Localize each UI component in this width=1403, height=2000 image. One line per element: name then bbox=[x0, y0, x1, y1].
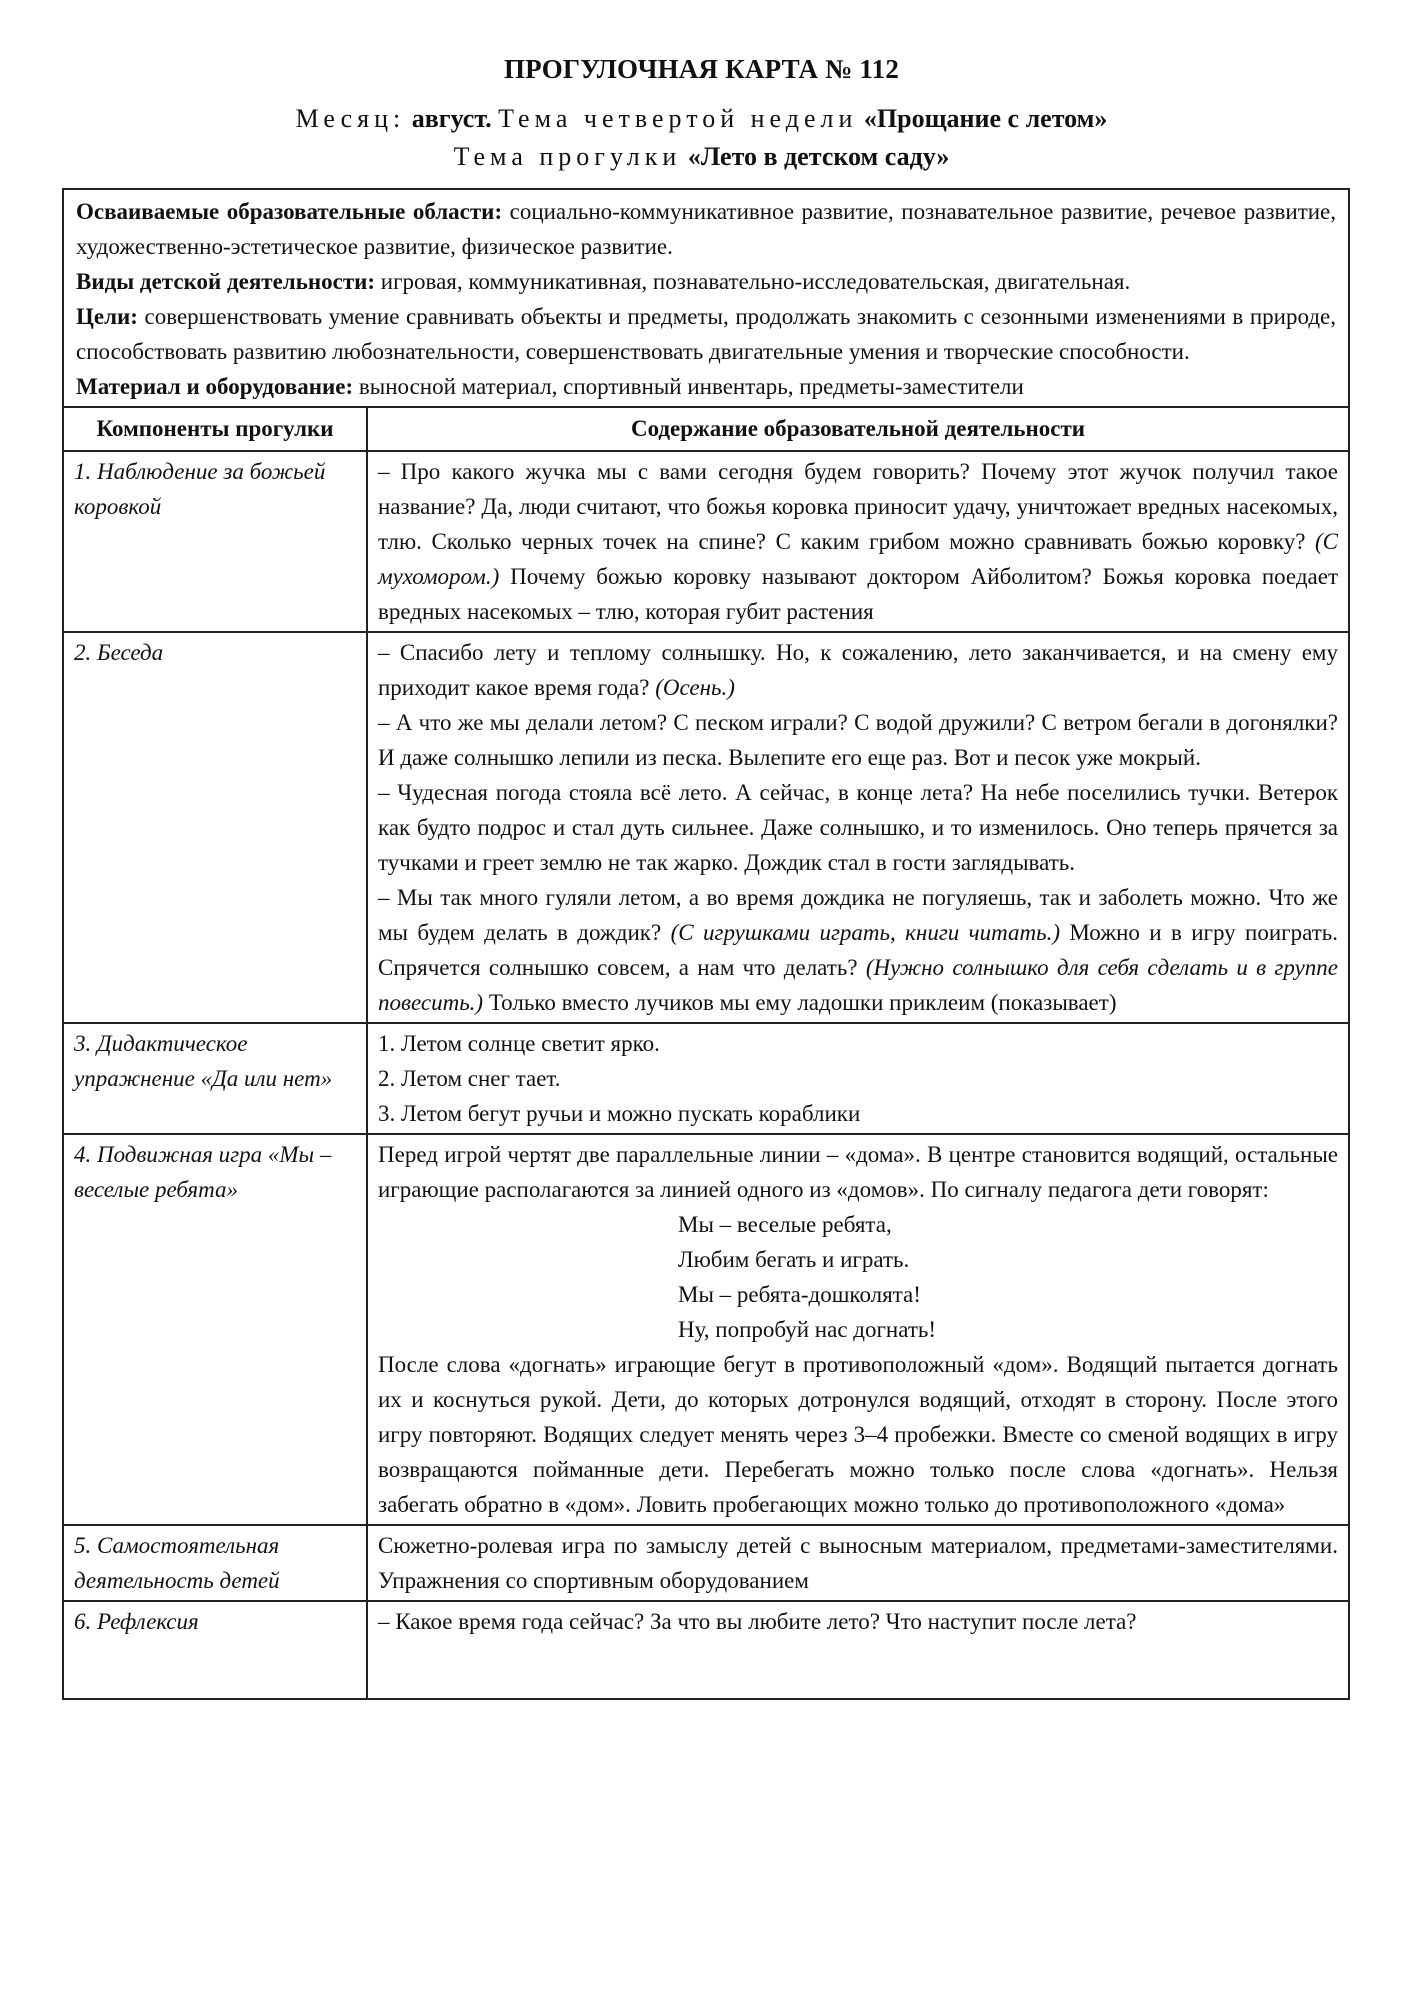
expected-answer: (С игрушками играть, книги читать.) bbox=[670, 920, 1061, 945]
component-cell: 2. Беседа bbox=[64, 632, 367, 1023]
activities-label: Виды детской деятельности: bbox=[76, 269, 376, 294]
content-cell bbox=[367, 1134, 1348, 1525]
poem bbox=[378, 1207, 1338, 1347]
poem-line: Мы – веселые ребята, bbox=[678, 1212, 892, 1237]
table-row bbox=[64, 1601, 1348, 1698]
walk-plan-table bbox=[64, 406, 1348, 1698]
content-cell bbox=[367, 451, 1348, 632]
header-content: Содержание образовательной деятельности bbox=[367, 407, 1348, 451]
areas-label: Осваиваемые образовательные области: bbox=[76, 199, 503, 224]
expected-answer: (С мухомором.) bbox=[378, 529, 1338, 589]
areas-text: социально-коммуникативное развитие, познавательное развитие, речевое развитие, художественно-эстетическое развитие, физическое развитие. bbox=[76, 199, 1337, 259]
component-cell: 4. Подвижная игра «Мы – веселые ребята» bbox=[64, 1134, 367, 1525]
component-cell: 3. Дидактическое упражнение «Да или нет» bbox=[64, 1023, 367, 1134]
content-cell: Сюжетно-ролевая игра по замыслу детей с выносным материалом, предметами-заместителями. Упражнения со спортивным оборудованием bbox=[367, 1525, 1348, 1601]
info-block bbox=[64, 190, 1348, 406]
statement-item: 2. Летом снег тает. bbox=[378, 1066, 561, 1091]
content-text: Можно и в игру поиграть. Спрячется солнышко совсем, а нам что делать? bbox=[378, 920, 1339, 980]
week-theme-label: Тема четвертой недели bbox=[498, 104, 858, 133]
page-title: ПРОГУЛОЧНАЯ КАРТА № 112 bbox=[503, 54, 900, 84]
content-text: Почему божью коровку называют доктором Айболитом? Божья коровка поедает вредных насекомых – тлю, которая губит растения bbox=[378, 564, 1339, 624]
component-cell: 5. Самостоятельная деятельность детей bbox=[64, 1525, 367, 1601]
materials bbox=[76, 369, 1336, 404]
week-theme-value: «Прощание с летом» bbox=[863, 104, 1108, 133]
expected-answer: (Нужно солнышко для себя сделать и в группе повесить.) bbox=[378, 955, 1338, 1015]
materials-text: выносной материал, спортивный инвентарь, предметы-заместители bbox=[358, 374, 1024, 399]
month-week-theme-line bbox=[0, 104, 1403, 134]
component-cell: 6. Рефлексия bbox=[64, 1601, 367, 1698]
table-row bbox=[64, 1023, 1348, 1134]
content-text: – Мы так много гуляли летом, а во время дождика не погуляешь, так и заболеть можно. Что же мы будем делать в дождик? bbox=[378, 885, 1338, 945]
content-cell bbox=[367, 1023, 1348, 1134]
table-row bbox=[64, 632, 1348, 1023]
content-cell bbox=[367, 632, 1348, 1023]
paragraph: – Чудесная погода стояла всё лето. А сейчас, в конце лета? На небе поселились тучки. Ветерок как будто подрос и стал дуть сильнее. Даже солнышко, и то изменилось. Оно теперь прячется за тучками и греет землю не так жарко. Дождик стал в гости заглядывать. bbox=[378, 780, 1338, 875]
content-text: Только вместо лучиков мы ему ладошки приклеим (показывает) bbox=[488, 990, 1117, 1015]
activity-types bbox=[76, 264, 1336, 299]
walk-theme-value: «Лето в детском саду» bbox=[687, 142, 950, 171]
walk-theme-label: Тема прогулки bbox=[453, 142, 682, 171]
poem-line: Ну, попробуй нас догнать! bbox=[678, 1317, 937, 1342]
goals-label: Цели: bbox=[76, 304, 138, 329]
table-header-row bbox=[64, 407, 1348, 451]
poem-line: Мы – ребята-дошколята! bbox=[678, 1282, 921, 1307]
goals bbox=[76, 299, 1336, 369]
content-cell: – Какое время года сейчас? За что вы любите лето? Что наступит после лета? bbox=[367, 1601, 1348, 1698]
content-text: – Про какого жучка мы с вами сегодня будем говорить? Почему этот жучок получил такое название? Да, люди считают, что божья коровка приносит удачу, уничтожает вредных насекомых, тлю. Сколько черных точек на спине? С каким грибом можно сравнивать божью коровку? bbox=[378, 459, 1338, 554]
walk-theme-line bbox=[0, 142, 1403, 172]
table-row bbox=[64, 1525, 1348, 1601]
statement-item: 3. Летом бегут ручьи и можно пускать кораблики bbox=[378, 1101, 861, 1126]
paragraph bbox=[378, 880, 1338, 1020]
educational-areas bbox=[76, 194, 1336, 264]
table-row bbox=[64, 451, 1348, 632]
paragraph: Перед игрой чертят две параллельные линии – «дома». В центре становится водящий, остальные играющие располагаются за линией одного из «домов». По сигналу педагога дети говорят: bbox=[378, 1142, 1338, 1202]
activities-text: игровая, коммуникативная, познавательно-исследовательская, двигательная. bbox=[380, 269, 1131, 294]
content-text: – Спасибо лету и теплому солнышку. Но, к сожалению, лето заканчивается, и на смену ему приходит какое время года? bbox=[378, 640, 1338, 700]
expected-answer: (Осень.) bbox=[655, 675, 735, 700]
component-cell: 1. Наблюдение за божьей коровкой bbox=[64, 451, 367, 632]
paragraph: – А что же мы делали летом? С песком играли? С водой дружили? С ветром бегали в догонялки? И даже солнышко лепили из песка. Вылепите его еще раз. Вот и песок уже мокрый. bbox=[378, 710, 1338, 770]
walk-card-frame bbox=[62, 188, 1350, 1700]
poem-line: Любим бегать и играть. bbox=[678, 1247, 910, 1272]
materials-label: Материал и оборудование: bbox=[76, 374, 354, 399]
month-value: август. bbox=[411, 104, 492, 133]
statement-item: 1. Летом солнце светит ярко. bbox=[378, 1031, 660, 1056]
paragraph: После слова «догнать» играющие бегут в противоположный «дом». Водящий пытается догнать их и коснуться рукой. Дети, до которых дотронулся водящий, отходят в сторону. После этого игру повторяют. Водящих следует менять через 3–4 пробежки. Вместе со сменой водящих в игру возвращаются пойманные дети. Перебегать можно только после слова «догнать». Нельзя забегать обратно в «дом». Ловить пробегающих можно только до противоположного «дома» bbox=[378, 1352, 1338, 1517]
header-components: Компоненты прогулки bbox=[64, 407, 367, 451]
paragraph bbox=[378, 635, 1338, 705]
month-label: Месяц: bbox=[295, 104, 406, 133]
goals-text: совершенствовать умение сравнивать объекты и предметы, продолжать знакомить с сезонными изменениями в природе, способствовать развитию любознательности, совершенствовать двигательные умения и творческие способности. bbox=[76, 304, 1336, 364]
table-row bbox=[64, 1134, 1348, 1525]
